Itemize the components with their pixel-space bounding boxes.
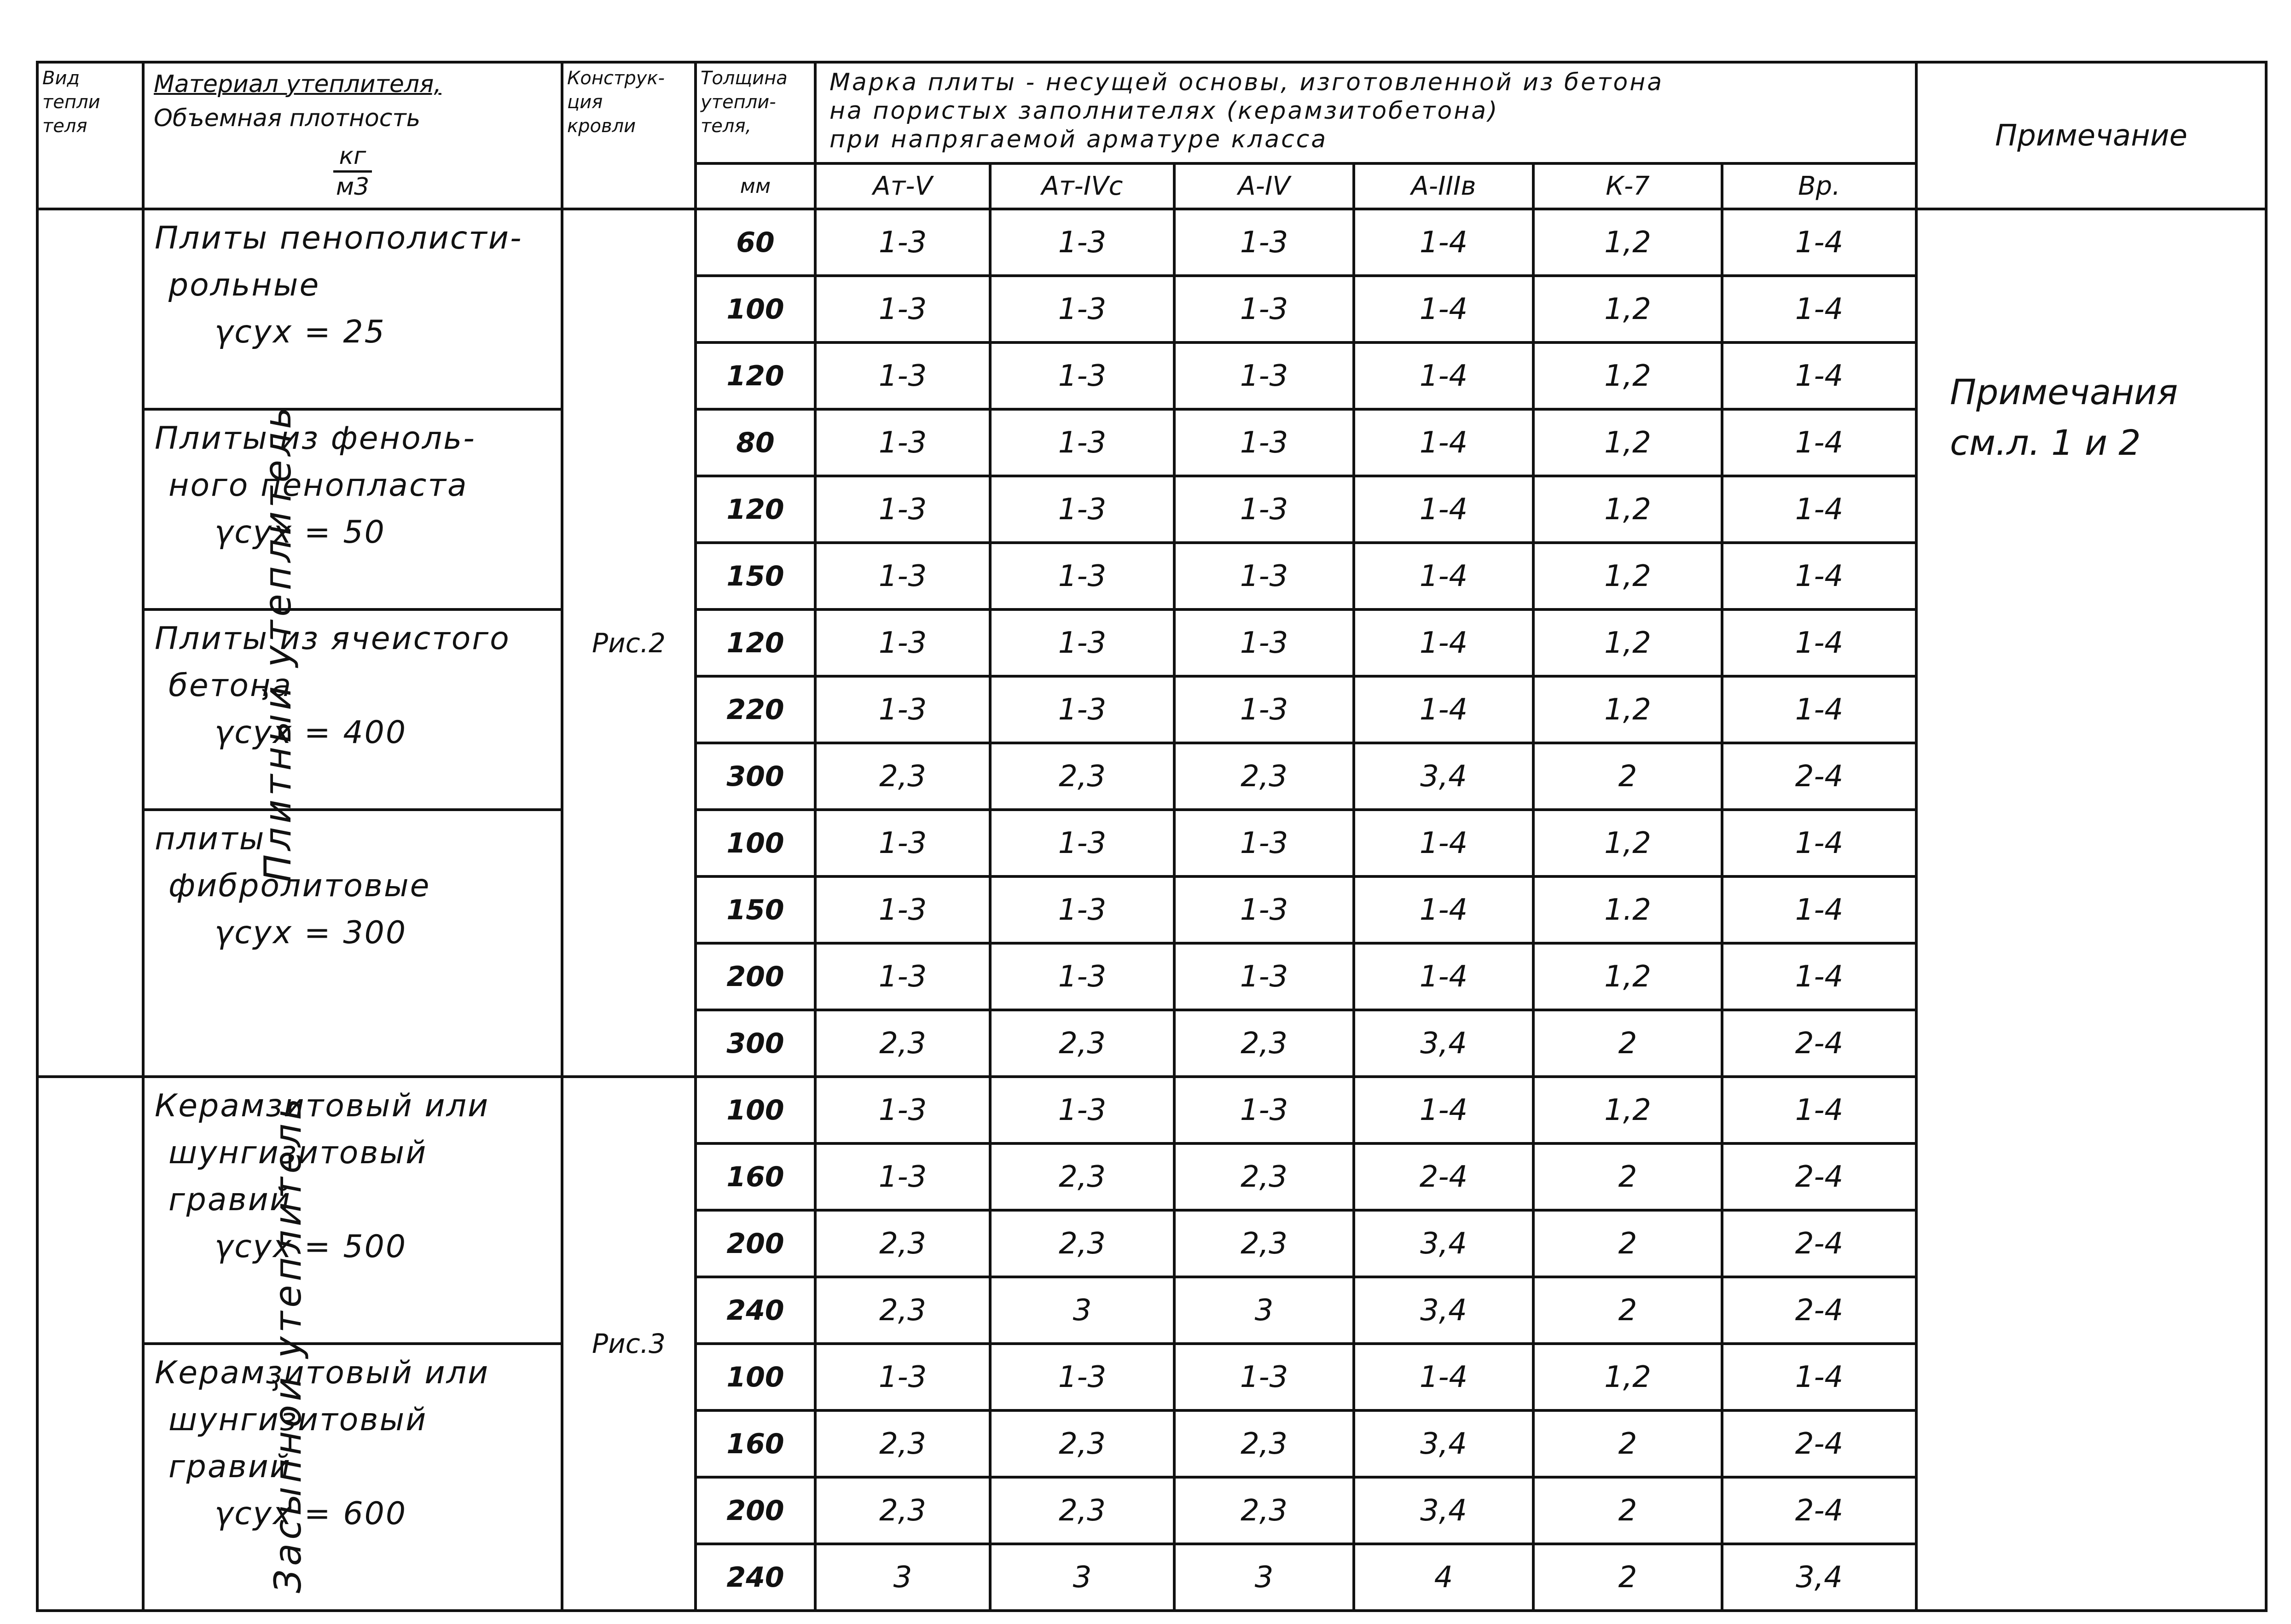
mark-cell-k7: 1,2 <box>1533 676 1722 743</box>
mark-cell-vr: 1-4 <box>1722 676 1916 743</box>
material-line: рольные <box>168 267 320 303</box>
mark-cell-a-iv: 3 <box>1174 1277 1354 1344</box>
mark-cell-vr: 2-4 <box>1722 1477 1916 1544</box>
material-line: γсух = 25 <box>215 314 386 350</box>
mark-cell-a-iv: 2,3 <box>1174 1210 1354 1277</box>
mark-cell-at-ivc: 2,3 <box>990 1410 1174 1477</box>
header-mark <box>815 62 1916 163</box>
mark-cell-a-iiiv: 1-4 <box>1354 1077 1533 1143</box>
mark-cell-vr: 2-4 <box>1722 1143 1916 1210</box>
mark-cell-k7: 1,2 <box>1533 476 1722 543</box>
header-kind <box>37 62 143 209</box>
mark-cell-k7: 2 <box>1533 1277 1722 1344</box>
mark-cell-k7: 2 <box>1533 1410 1722 1477</box>
material-cell <box>143 810 562 1077</box>
material-cell <box>143 1077 562 1344</box>
mark-cell-at-ivc: 1-3 <box>990 209 1174 276</box>
material-line: фибролитовые <box>168 868 431 904</box>
mark-cell-at-ivc: 1-3 <box>990 810 1174 876</box>
header-grade-at-v: Ат-V <box>815 163 990 209</box>
mark-cell-a-iv: 2,3 <box>1174 1477 1354 1544</box>
mark-cell-at-ivc: 2,3 <box>990 1143 1174 1210</box>
mark-cell-at-ivc: 3 <box>990 1544 1174 1611</box>
thickness-cell: 160 <box>696 1410 815 1477</box>
notes-line2: см.л. 1 и 2 <box>1950 422 2141 463</box>
header-unit-den: м3 <box>336 173 370 201</box>
material-line: Плиты пенополисти- <box>155 220 523 256</box>
mark-cell-a-iiiv: 3,4 <box>1354 1277 1533 1344</box>
mark-cell-a-iv: 1-3 <box>1174 1344 1354 1410</box>
mark-cell-a-iiiv: 1-4 <box>1354 1344 1533 1410</box>
mark-cell-vr: 2-4 <box>1722 1210 1916 1277</box>
material-line: γсух = 50 <box>215 514 386 551</box>
header-grade-vr: Вр. <box>1722 163 1916 209</box>
mark-cell-a-iv: 1-3 <box>1174 276 1354 342</box>
mark-cell-k7: 1,2 <box>1533 276 1722 342</box>
mark-cell-a-iv: 1-3 <box>1174 543 1354 609</box>
mark-cell-vr: 1-4 <box>1722 609 1916 676</box>
header-material-title: Материал утеплителя, <box>154 70 441 98</box>
thickness-cell: 80 <box>696 409 815 476</box>
material-line: Керамзитовый или <box>155 1355 490 1391</box>
mark-cell-at-ivc: 2,3 <box>990 1477 1174 1544</box>
mark-cell-at-v: 2,3 <box>815 743 990 810</box>
mark-cell-a-iv: 2,3 <box>1174 1410 1354 1477</box>
mark-cell-vr: 2-4 <box>1722 1277 1916 1344</box>
mark-cell-a-iiiv: 1-4 <box>1354 543 1533 609</box>
mark-cell-a-iiiv: 3,4 <box>1354 1477 1533 1544</box>
thickness-cell: 150 <box>696 876 815 943</box>
thickness-cell: 160 <box>696 1143 815 1210</box>
mark-cell-k7: 2 <box>1533 1210 1722 1277</box>
thickness-cell: 300 <box>696 1010 815 1077</box>
header-grade-a-iv: А-IV <box>1174 163 1354 209</box>
mark-cell-at-ivc: 1-3 <box>990 409 1174 476</box>
header-grade-a-iiiv: А-IIIв <box>1354 163 1533 209</box>
material-line: шунгизитовый <box>168 1402 428 1438</box>
material-line: γсух = 300 <box>215 915 407 951</box>
mark-cell-a-iiiv: 1-4 <box>1354 609 1533 676</box>
mark-cell-vr: 1-4 <box>1722 943 1916 1010</box>
header-thickness <box>696 62 815 163</box>
roof-ref-fill: Рис.3 <box>562 1077 696 1611</box>
thickness-cell: 100 <box>696 1344 815 1410</box>
thickness-cell: 100 <box>696 276 815 342</box>
mark-cell-at-v: 2,3 <box>815 1277 990 1344</box>
thickness-cell: 200 <box>696 1210 815 1277</box>
mark-cell-k7: 1,2 <box>1533 1344 1722 1410</box>
mark-cell-a-iv: 2,3 <box>1174 743 1354 810</box>
header-unit-num: кг <box>333 142 372 173</box>
mark-cell-at-v: 1-3 <box>815 1077 990 1143</box>
mark-cell-a-iiiv: 1-4 <box>1354 209 1533 276</box>
header-unit-fraction <box>333 142 372 201</box>
material-line: гравий <box>168 1182 292 1218</box>
mark-cell-a-iv: 1-3 <box>1174 342 1354 409</box>
material-line: ного пенопласта <box>168 467 468 504</box>
mark-cell-a-iiiv: 1-4 <box>1354 810 1533 876</box>
mark-cell-a-iv: 1-3 <box>1174 810 1354 876</box>
thickness-cell: 300 <box>696 743 815 810</box>
mark-cell-at-v: 2,3 <box>815 1010 990 1077</box>
mark-cell-a-iv: 2,3 <box>1174 1010 1354 1077</box>
mark-cell-a-iv: 1-3 <box>1174 1077 1354 1143</box>
material-line: шунгизитовый <box>168 1135 428 1171</box>
material-line: Плиты из феноль- <box>155 420 476 457</box>
mark-cell-k7: 1,2 <box>1533 810 1722 876</box>
mark-cell-vr: 3,4 <box>1722 1544 1916 1611</box>
header-thickness-unit: мм <box>696 163 815 209</box>
header-roof <box>562 62 696 209</box>
mark-cell-vr: 1-4 <box>1722 1344 1916 1410</box>
mark-cell-vr: 1-4 <box>1722 810 1916 876</box>
material-line: бетона <box>168 667 293 704</box>
material-line: Плиты из ячеистого <box>155 621 510 657</box>
mark-cell-at-v: 1-3 <box>815 276 990 342</box>
mark-cell-a-iiiv: 1-4 <box>1354 409 1533 476</box>
thickness-cell: 60 <box>696 209 815 276</box>
thickness-cell: 150 <box>696 543 815 609</box>
header-note-text: Примечание <box>1995 118 2187 153</box>
header-grade-at-ivc: Ат-IVс <box>990 163 1174 209</box>
mark-cell-vr: 1-4 <box>1722 342 1916 409</box>
thickness-cell: 100 <box>696 810 815 876</box>
thickness-cell: 100 <box>696 1077 815 1143</box>
mark-cell-a-iiiv: 1-4 <box>1354 476 1533 543</box>
mark-cell-at-ivc: 1-3 <box>990 1344 1174 1410</box>
mark-cell-k7: 2 <box>1533 1544 1722 1611</box>
mark-cell-a-iiiv: 1-4 <box>1354 943 1533 1010</box>
mark-cell-at-v: 2,3 <box>815 1410 990 1477</box>
mark-cell-at-v: 1-3 <box>815 342 990 409</box>
roof-ref-slab: Рис.2 <box>562 209 696 1077</box>
kind-label-fill: Засыпной утеплитель <box>267 1094 310 1593</box>
mark-cell-at-v: 1-3 <box>815 609 990 676</box>
mark-cell-a-iiiv: 3,4 <box>1354 1010 1533 1077</box>
mark-cell-vr: 1-4 <box>1722 876 1916 943</box>
mark-cell-at-v: 1-3 <box>815 409 990 476</box>
mark-cell-k7: 1,2 <box>1533 943 1722 1010</box>
mark-cell-a-iv: 1-3 <box>1174 676 1354 743</box>
mark-cell-at-v: 1-3 <box>815 476 990 543</box>
notes-cell <box>1916 209 2266 1611</box>
mark-cell-at-v: 1-3 <box>815 876 990 943</box>
thickness-cell: 120 <box>696 342 815 409</box>
header-row-1 <box>37 62 2266 163</box>
thickness-cell: 120 <box>696 609 815 676</box>
mark-cell-vr: 1-4 <box>1722 276 1916 342</box>
mark-cell-a-iv: 1-3 <box>1174 209 1354 276</box>
mark-cell-vr: 1-4 <box>1722 209 1916 276</box>
mark-cell-at-v: 1-3 <box>815 1143 990 1210</box>
mark-cell-at-ivc: 1-3 <box>990 276 1174 342</box>
table-body <box>37 62 2266 1611</box>
header-mark-line3: при напрягаемой арматуре класса <box>829 126 1328 153</box>
mark-cell-a-iiiv: 1-4 <box>1354 876 1533 943</box>
mark-cell-k7: 2 <box>1533 743 1722 810</box>
insulation-specification-table <box>36 61 2268 1612</box>
mark-cell-a-iiiv: 1-4 <box>1354 276 1533 342</box>
header-thickness-text: Толщина утепли- теля, <box>701 68 788 137</box>
material-line: γсух = 600 <box>215 1496 407 1532</box>
material-line: γсух = 400 <box>215 714 407 751</box>
thickness-cell: 120 <box>696 476 815 543</box>
thickness-cell: 240 <box>696 1277 815 1344</box>
mark-cell-at-v: 2,3 <box>815 1210 990 1277</box>
material-cell <box>143 1344 562 1611</box>
material-line: γсух = 500 <box>215 1229 407 1265</box>
mark-cell-vr: 1-4 <box>1722 1077 1916 1143</box>
mark-cell-at-ivc: 1-3 <box>990 476 1174 543</box>
mark-cell-at-v: 1-3 <box>815 209 990 276</box>
header-material <box>143 62 562 209</box>
material-line: Керамзитовый или <box>155 1088 490 1124</box>
header-mark-line2: на пористых заполнителях (керамзитобетона) <box>829 97 1499 125</box>
mark-cell-a-iv: 1-3 <box>1174 876 1354 943</box>
kind-label-slab: Плитный утеплитель <box>256 403 300 882</box>
mark-cell-a-iiiv: 4 <box>1354 1544 1533 1611</box>
material-line: гравий <box>168 1449 292 1485</box>
mark-cell-a-iv: 2,3 <box>1174 1143 1354 1210</box>
mark-cell-k7: 1,2 <box>1533 342 1722 409</box>
header-grade-k7: К-7 <box>1533 163 1722 209</box>
header-roof-text: Конструк- ция кровли <box>567 68 665 137</box>
mark-cell-at-ivc: 1-3 <box>990 1077 1174 1143</box>
mark-cell-at-ivc: 2,3 <box>990 743 1174 810</box>
mark-cell-at-ivc: 1-3 <box>990 876 1174 943</box>
mark-cell-a-iv: 1-3 <box>1174 409 1354 476</box>
material-line: плиты <box>155 821 266 857</box>
mark-cell-a-iiiv: 1-4 <box>1354 342 1533 409</box>
mark-cell-k7: 2 <box>1533 1010 1722 1077</box>
mark-cell-vr: 2-4 <box>1722 1010 1916 1077</box>
thickness-cell: 240 <box>696 1544 815 1611</box>
mark-cell-at-ivc: 2,3 <box>990 1210 1174 1277</box>
mark-cell-at-ivc: 1-3 <box>990 342 1174 409</box>
mark-cell-at-v: 1-3 <box>815 543 990 609</box>
header-material-sub: Объемная плотность <box>154 104 421 132</box>
mark-cell-vr: 2-4 <box>1722 743 1916 810</box>
mark-cell-vr: 1-4 <box>1722 476 1916 543</box>
mark-cell-vr: 1-4 <box>1722 409 1916 476</box>
mark-cell-at-ivc: 1-3 <box>990 943 1174 1010</box>
header-kind-text: Вид тепли теля <box>42 68 100 137</box>
mark-cell-at-ivc: 1-3 <box>990 609 1174 676</box>
notes-line1: Примечания <box>1950 371 2178 412</box>
mark-cell-k7: 1,2 <box>1533 1077 1722 1143</box>
mark-cell-at-ivc: 2,3 <box>990 1010 1174 1077</box>
thickness-cell: 220 <box>696 676 815 743</box>
mark-cell-at-ivc: 1-3 <box>990 676 1174 743</box>
mark-cell-at-v: 1-3 <box>815 1344 990 1410</box>
table-row <box>37 209 2266 276</box>
mark-cell-k7: 1.2 <box>1533 876 1722 943</box>
mark-cell-a-iiiv: 3,4 <box>1354 743 1533 810</box>
material-cell <box>143 609 562 810</box>
material-cell <box>143 409 562 609</box>
mark-cell-a-iv: 1-3 <box>1174 943 1354 1010</box>
mark-cell-k7: 1,2 <box>1533 409 1722 476</box>
mark-cell-a-iiiv: 3,4 <box>1354 1410 1533 1477</box>
mark-cell-k7: 1,2 <box>1533 543 1722 609</box>
mark-cell-a-iiiv: 1-4 <box>1354 676 1533 743</box>
mark-cell-a-iiiv: 2-4 <box>1354 1143 1533 1210</box>
mark-cell-vr: 2-4 <box>1722 1410 1916 1477</box>
mark-cell-at-v: 2,3 <box>815 1477 990 1544</box>
header-note <box>1916 62 2266 209</box>
mark-cell-a-iv: 3 <box>1174 1544 1354 1611</box>
mark-cell-k7: 1,2 <box>1533 609 1722 676</box>
mark-cell-k7: 2 <box>1533 1143 1722 1210</box>
material-cell <box>143 209 562 409</box>
mark-cell-at-v: 1-3 <box>815 810 990 876</box>
mark-cell-k7: 2 <box>1533 1477 1722 1544</box>
mark-cell-at-v: 1-3 <box>815 676 990 743</box>
mark-cell-a-iv: 1-3 <box>1174 609 1354 676</box>
header-mark-line1: Марка плиты - несущей основы, изготовленной из бетона <box>829 69 1664 96</box>
mark-cell-a-iv: 1-3 <box>1174 476 1354 543</box>
thickness-cell: 200 <box>696 943 815 1010</box>
thickness-cell: 200 <box>696 1477 815 1544</box>
mark-cell-at-v: 1-3 <box>815 943 990 1010</box>
mark-cell-k7: 1,2 <box>1533 209 1722 276</box>
mark-cell-a-iiiv: 3,4 <box>1354 1210 1533 1277</box>
mark-cell-vr: 1-4 <box>1722 543 1916 609</box>
mark-cell-at-ivc: 3 <box>990 1277 1174 1344</box>
mark-cell-at-ivc: 1-3 <box>990 543 1174 609</box>
mark-cell-at-v: 3 <box>815 1544 990 1611</box>
